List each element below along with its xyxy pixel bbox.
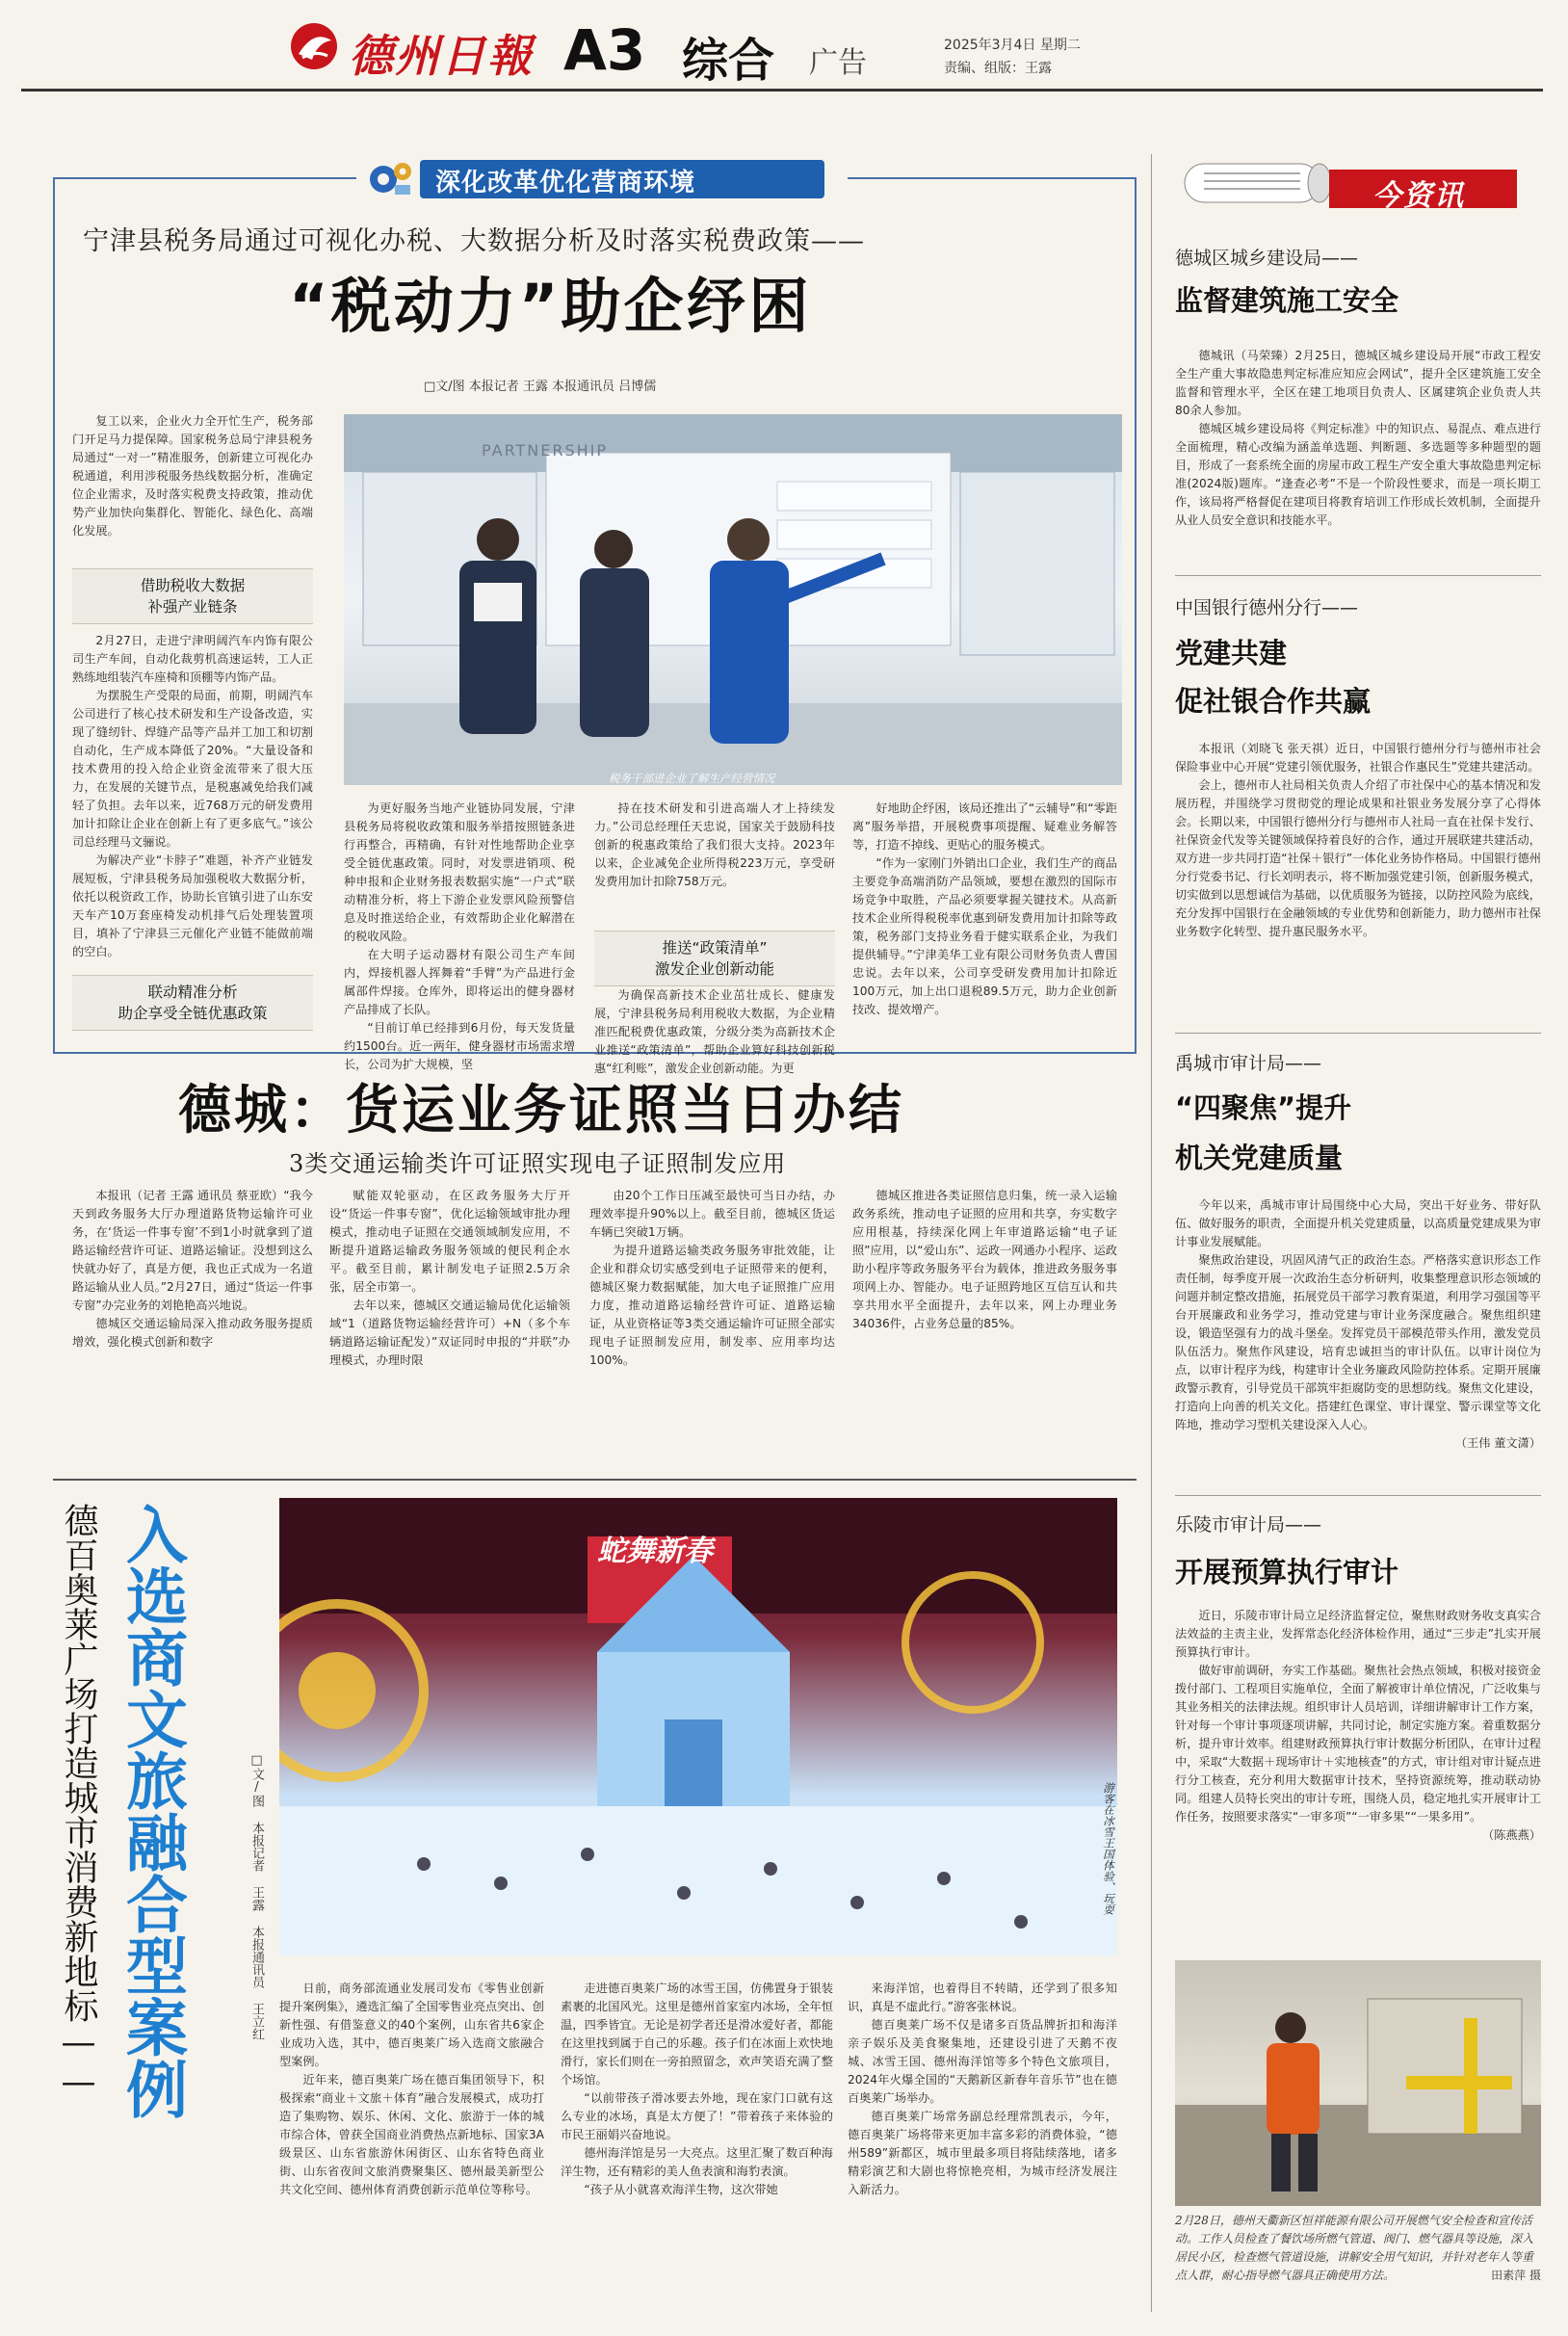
main-kicker: 宁津县税务局通过可视化办税、大数据分析及时落实税费政策—— [83, 226, 865, 256]
main-photo-caption: 税务干部进企业了解生产经营情况 [609, 772, 775, 785]
paragraph: 本报讯（记者 王露 通讯员 蔡亚欧）“我今天到政务服务大厅办理道路货物运输许可业务，在‘货运一件事专窗’不到1小时就拿到了道路运输经营许可证、道路运输证。没想到这么快就办好了，真是方便，我也正式成为一名道路运输从业人员。”2月27日，通过“货运一件事专窗”办完业务的刘艳艳高兴地说。 [72, 1189, 313, 1312]
main-byline: □文/图 本报记者 王露 本报通讯员 吕博儒 [424, 380, 657, 394]
paragraph: 为确保高新技术企业茁壮成长、健康发展，宁津县税务局利用税收大数据，为企业精准匹配税费优惠政策，分级分类为高新技术企业推送“政策清单”，帮助企业算好科技创新税惠“红利账”，激发企业创新动能。为更 [594, 988, 835, 1075]
subhead-2-line-1: 联动精准分析 [147, 984, 238, 1001]
second-headline: 德城：货运业务证照当日办结 [178, 1079, 905, 1141]
sidebar-rule [1175, 575, 1541, 576]
ice-photo-caption: 游客在冰雪王国体验、玩耍 [1102, 1782, 1115, 1915]
second-col-2 [329, 1187, 570, 1370]
banner-text: 深化改革优化营商环境 [435, 169, 696, 197]
bottom-caption-credit: 田素萍 摄 [1491, 2269, 1541, 2282]
news-item-kicker: 中国银行德州分行—— [1175, 597, 1359, 618]
news-item-headline: 监督建筑施工安全 [1175, 284, 1399, 317]
sidebar-header [1175, 144, 1541, 231]
sidebar-title: 今资讯 [1372, 179, 1465, 213]
paragraph: 德百奥莱广场不仅是诸多百货品牌折扣和海洋亲子娱乐及美食聚集地，还建设引进了天鹅不夜城、冰雪王国、德州海洋馆等多个特色文旅项目，2024年火爆全国的“天鹅新区新春年音乐节”也在德百奥莱广场举办。 [848, 2018, 1117, 2105]
paragraph: 来海洋馆，也着得目不转睛，还学到了很多知识，真是不虚此行。”游客张林说。 [848, 1982, 1117, 2013]
banner [356, 154, 848, 204]
paragraph: “孩子从小就喜欢海洋生物，这次带她 [584, 2183, 778, 2196]
paragraph: 走进德百奥莱广场的冰雪王国，仿佛置身于银装素裹的北国风光。这里是德州首家室内冰场，全年恒温，四季皆宜。无论是初学者还是滑冰爱好者，都能在这里找到属于自己的乐趣。孩子们在冰面上欢快地滑行，家长们则在一旁拍照留念，欢声笑语充满了整个场馆。 [561, 1982, 833, 2087]
second-col-3 [589, 1187, 835, 1370]
third-col-3 [848, 1980, 1117, 2199]
main-subhead-2 [72, 975, 313, 1031]
paragraph: 德城区城乡建设局将《判定标准》中的知识点、易混点、难点进行全面梳理，精心改编为涵盖单选题、判断题、多选题等多种题型的题目，形成了一套系统全面的房屋市政工程生产安全重大事故隐患判定标准(2024版)题库。“逢查必考”不是一个阶段性要求，而是一项长期工作，该局将严格督促在建项目将教育培训工作形成长效机制，全面提升从业人员安全意识和技能水平。 [1175, 422, 1541, 527]
paragraph: 为更好服务当地产业链协同发展，宁津县税务局将税收政策和服务举措按照链条进行再整合，再精确，有针对性地帮助企业享受全链优惠政策。同时，对发票进销项、税种申报和企业财务报表数据实施“一户式”联动精准分析，将上下游企业发票风险预警信息及时推送给企业，有效帮助企业化解潜在的税收风险。 [344, 801, 575, 943]
sidebar-divider [1151, 154, 1152, 2312]
paragraph: 为提升道路运输类政务服务审批效能，让企业和群众切实感受到电子证照带来的便利，德城区聚力数据赋能，加大电子证照推广应用力度，推动道路运输经营许可证、道路运输证，从业资格证等3类交通运输许可证照全部实现电子证照制发应用，制发率、应用率均达100%。 [589, 1244, 835, 1367]
bottom-photo-caption [1175, 2212, 1541, 2285]
second-subhead: 3类交通运输类许可证照实现电子证照制发应用 [289, 1150, 787, 1177]
gas-inspection-photo [1175, 1960, 1541, 2206]
paragraph: 由20个工作日压减至最快可当日办结，办理效率提升90%以上。截至目前，德城区货运车辆已突破1万辆。 [589, 1189, 835, 1239]
news-item-kicker: 乐陵市审计局—— [1175, 1514, 1322, 1535]
photo-sign: PARTNERSHIP [482, 441, 609, 459]
paragraph: 2月27日，走进宁津明阔汽车内饰有限公司生产车间，自动化裁剪机高速运转，工人正熟练地组装汽车座椅和顶棚等内饰产品。 [72, 634, 313, 684]
newspaper-logo-text: 德州日報 [349, 30, 534, 82]
paragraph: 为摆脱生产受限的局面，前期，明阔汽车公司进行了核心技术研发和生产设备改造，实现了缝纫针、焊缝产品等产品并工加工和切割自动化，生产成本降低了20%。“大量设备和技术费用的投入给企业资金流带来了很大压力，在发展的关键节点，是税惠减免给我们减轻了负担。去年以来，近768万元的研发费用加计扣除让企业在创新上有了更多底气。”该公司总经理马文骊说。 [72, 689, 313, 849]
paragraph: “作为一家刚门外销出口企业，我们生产的商品主要竞争高端消防产品领域，要想在激烈的国际市场竞争中取胜，产品必须要掌握关键技术。从高新技术企业所得税税率优惠到研发费用加计扣除等政策，税务部门支持业务看于健实联系企业，为我们提供辅导。”宁津美华工业有限公司财务负责人曹国忠说。去年以来，公司享受研发费用加计扣除近100万元，加上出口退税89.5万元，助力企业创新技改、提效增产。 [852, 856, 1117, 1016]
paragraph: 德百奥莱广场常务副总经理常凯表示，今年，德百奥莱广场将带来更加丰富多彩的消费体验，“德州589”新都区，城市里最多项目将陆续落地，诸多精彩演艺和大剧也将惊艳亮相，为城市经济发展注入新活力。 [848, 2110, 1117, 2196]
main-lead [72, 412, 313, 540]
news-item-body [1175, 740, 1541, 941]
main-col-3b [594, 986, 835, 1078]
third-col-2 [561, 1980, 833, 2199]
bottom-caption-text: 2月28日，德州天衢新区恒祥能源有限公司开展燃气安全检查和宣传活动。工作人员检查了餐饮场所燃气管道、阀门、燃气器具等设施，深入居民小区，检查燃气管道设施，讲解安全用气知识，并针对老年人等重点人群，耐心指导燃气器具正确使用方法。 [1175, 2214, 1534, 2282]
banner-gear-icon [366, 158, 414, 200]
masthead-rule [21, 89, 1543, 92]
paragraph: 去年以来，德城区交通运输局优化运输领域“1（道路货物运输经营许可）+N（多个车辆道路运输证配发）”双证同时申报的“并联”办理模式，办理时限 [329, 1299, 570, 1367]
tax-office-photo [344, 414, 1122, 785]
subhead-3-line-1: 推送“政策清单” [662, 939, 768, 957]
news-item-body [1175, 1607, 1541, 1845]
third-col-1 [279, 1980, 544, 2199]
third-vertical-headline: 入选商文旅融合型案例 [116, 1503, 187, 2119]
sidebar-rule [1175, 1033, 1541, 1034]
ice-photo-sign: 蛇舞新春 [597, 1535, 713, 1568]
paragraph: 会上，德州市人社局相关负责人介绍了市社保中心的基本情况和发展历程，并围绕学习贯彻党的理论成果和社银业务发展分享了心得体会。长期以来，中国银行德州分行与德州市人社局一直在社保卡发行、社保资金代发等关键领域保持着良好的合作，通过开展联建共建活动，双方进一步共同打造“社保＋银行”一体化业务协作格局。中国银行德州分行党委书记、行长刘明表示，将不断加强党建引领，创新服务模式，切实做到以思想诚信为基础，以优质服务为链接，以防控风险为底线，充分发挥中国银行在金融领域的专业优势和创新能力，助力德州市社保业务数字化转型、提升惠民服务水平。 [1175, 778, 1541, 938]
paragraph: 聚焦政治建设，巩固风清气正的政治生态。严格落实意识形态工作责任制，每季度开展一次政治生态分析研判，收集整理意识形态领域的问题并制定整改措施，拓展党员干部学习教育渠道，利用学习强国等平台开展廉政和业务学习，推动党建与审计业务深度融合。聚焦组织建设，锻造坚强有力的战斗堡垒。发挥党员干部模范带头作用，激发党员队伍活力。聚焦作风建设，培育忠诚担当的审计队伍。以审计岗位为点，以审计程序为线，构建审计全业务廉政风险防控体系。定期开展廉政警示教育，引导党员干部筑牢拒腐防变的思想防线。聚焦文化建设，打造向上向善的机关文化。搭建红色课堂、审计课堂、警示课堂等文化阵地，推动学习型机关建设深入人心。 [1175, 1253, 1541, 1431]
issue-date: 2025年3月4日 星期二 [944, 38, 1081, 53]
subhead-3-line-2: 激发企业创新动能 [654, 960, 774, 978]
lead-paragraph: 复工以来，企业火力全开忙生产，税务部门开足马力提保障。国家税务总局宁津县税务局通过“一对一”精准服务，创新建立可视化办税通道，利用涉税服务热线数据分析，准确定位企业需求，及时落实税费支持政策，推动优势产业加快向集群化、智能化、绿色化、高端化发展。 [72, 414, 313, 538]
subhead-2-line-2: 助企享受全链优惠政策 [118, 1005, 268, 1022]
editor-credit: 责编、组版：王露 [944, 61, 1052, 76]
news-item-headline: 开展预算执行审计 [1175, 1556, 1399, 1588]
section-divider [53, 1479, 1137, 1481]
news-item-body [1175, 347, 1541, 530]
paragraph: 赋能双轮驱动，在区政务服务大厅开设“货运一件事专窗”，优化运输领域审批办理模式，推动电子证照在交通领域制发应用，不断提升道路运输政务服务领域的便民利企水平。截至目前，累计制发电子证照2.5万余张，居全市第一。 [329, 1189, 570, 1294]
paragraph: 日前，商务部流通业发展司发布《零售业创新提升案例集》，遴选汇编了全国零售业亮点突出、创新性强、有借鉴意义的40个案例，山东省共6家企业成功入选，其中，德百奥莱广场入选商文旅融合型案例。 [279, 1982, 544, 2068]
main-subhead-3 [594, 931, 835, 986]
main-col-1 [72, 632, 313, 961]
news-item-kicker: 德城区城乡建设局—— [1175, 248, 1359, 269]
main-headline: “税动力”助企纾困 [289, 271, 812, 341]
paragraph: 近年来，德百奥莱广场在德百集团领导下，积极探索“商业＋文旅＋体育”融合发展模式，成功打造了集购物、娱乐、休闲、文化、旅游于一体的城市综合体，曾获全国商业消费热点新地标、国家3A级景区、山东省旅游休闲街区、山东省特色商业街、山东省夜间文旅消费聚集区、德州最美新型公共文化空间、德州体育消费创新示范单位等称号。 [279, 2073, 544, 2196]
paragraph: 持在技术研发和引进高端人才上持续发力。”公司总经理任天忠说，国家关于鼓励科技创新的税惠政策给了我们很大支持。2023年以来，企业减免企业所得税223万元，享受研发费用加计扣除758万元。 [594, 801, 835, 888]
second-col-1 [72, 1187, 313, 1352]
paragraph: 好地助企纾困，该局还推出了“云辅导”和“零距离”服务举措，开展税费事项提醒、疑难业务解答等，打造不掉线、更贴心的服务模式。 [852, 801, 1117, 852]
main-col-4 [852, 800, 1117, 1019]
paragraph: 德城讯（马荣臻）2月25日，德城区城乡建设局开展“市政工程安全生产重大事故隐患判定标准应知应会网试”，提升全区建筑施工安全监督和管理水平，全区在建工地项目负责人、区属建筑企业负责人共80余人参加。 [1175, 349, 1541, 417]
third-vertical-byline: □文/图 本报记者 王露 本报通讯员 王立红 [249, 1753, 264, 2040]
news-item-signature: （王伟 董文潇） [1454, 1436, 1541, 1450]
news-item-headline: 机关党建质量 [1175, 1142, 1344, 1174]
main-subhead-1 [72, 568, 313, 624]
subhead-1-line-2: 补强产业链条 [147, 598, 238, 616]
paragraph: 德州海洋馆是另一大亮点。这里汇聚了数百种海洋生物，还有精彩的美人鱼表演和海豹表演。 [561, 2146, 833, 2178]
paragraph: “以前带孩子滑冰要去外地，现在家门口就有这么专业的冰场，真是太方便了！”带着孩子来体验的市民王丽娟兴奋地说。 [561, 2091, 833, 2141]
paragraph: 近日，乐陵市审计局立足经济监督定位，聚焦财政财务收支真实合法效益的主责主业，发挥常态化经济体检作用，通过“三步走”扎实开展预算执行审计。 [1175, 1609, 1541, 1659]
news-item-kicker: 禹城市审计局—— [1175, 1053, 1322, 1074]
newspaper-roll-icon [1175, 154, 1339, 212]
news-item-body [1175, 1196, 1541, 1453]
sidebar-rule [1175, 1495, 1541, 1496]
ad-tag: 广告 [809, 46, 867, 80]
news-item-signature: （陈燕燕） [1482, 1828, 1541, 1842]
news-item-headline: “四聚焦”提升 [1175, 1091, 1352, 1124]
paragraph: 今年以来，禹城市审计局围绕中心大局，突出干好业务、带好队伍、做好服务的职责，全面提升机关党建质量，以高质量党建成果为审计事业发展赋能。 [1175, 1198, 1541, 1248]
third-vertical-kicker: 德百奥莱广场打造城市消费新地标—— [59, 1503, 98, 2102]
paragraph: 德城区交通运输局深入推动政务服务提质增效，强化模式创新和数字 [72, 1317, 313, 1349]
second-col-4 [852, 1187, 1117, 1333]
section-name: 综合 [682, 34, 775, 88]
paragraph: 德城区推进各类证照信息归集，统一录入运输政务系统，推动电子证照的应用和共享，夯实数字应用根基，持续深化网上年审道路运输“电子证照”应用，以“爱山东”、运政一网通办小程序、运政助小程序等政务服务平台为载体，推进政务服务事项网上办、智能办。电子证照跨地区互信互认和共享共用水平全面提升，去年以来，网上办理业务34036件，占业务总量的85%。 [852, 1189, 1117, 1330]
main-col-2 [344, 800, 575, 1074]
paragraph: 本报讯（刘晓飞 张天祺）近日，中国银行德州分行与德州市社会保险事业中心开展“党建引领优服务，社银合作惠民生”党建共建活动。 [1175, 742, 1541, 774]
news-item-headline: 党建共建 [1175, 637, 1288, 669]
page-code: A3 [563, 17, 646, 83]
paragraph: 做好审前调研，夯实工作基础。聚焦社会热点领域，积极对接资金拨付部门、工程项目实施单位，全面了解被审计单位情况，广泛收集与其业务相关的法律法规。组织审计人员培训，详细讲解审计工作方案，针对每一个审计事项逐项讲解，共同讨论，制定实施方案。着重数据分析，提升审计效率。组建财政预算执行审计数据分析团队，在审计过程中，采取“大数据＋现场审计＋实地核查”的方式，审计组对审计疑点进行分工核查，充分利用大数据审计技术，坚持资源统筹，推动联动协同。组建人员特长突出的审计专班，围绕人员，稳定地扎实开展审计工作任务，按照要求落实“一审多项”“一审多果”“一果多用”。 [1175, 1664, 1541, 1824]
paragraph: 为解决产业“卡脖子”难题，补齐产业链发展短板，宁津县税务局加强税收大数据分析，依托以税资政工作，协助长官镇引进了山东安天车产10万套座椅发动机排气后处理装置项目，填补了宁津县三元催化产业链不能做前端的空白。 [72, 853, 313, 958]
paragraph: 在大明子运动器材有限公司生产车间内，焊接机器人挥舞着“手臂”为产品进行金属部件焊接。仓库外，即将运出的健身器材产品排成了长队。 [344, 948, 575, 1016]
subhead-1-line-1: 借助税收大数据 [140, 577, 246, 594]
paragraph: “目前订单已经排到6月份，每天发货量约1500台。近一两年，健身器材市场需求增长，公司为扩大规模，坚 [344, 1021, 575, 1071]
masthead [0, 0, 1568, 96]
newspaper-logo-icon [289, 21, 339, 71]
main-col-3 [594, 800, 835, 891]
news-item-headline: 促社银合作共赢 [1175, 685, 1372, 718]
